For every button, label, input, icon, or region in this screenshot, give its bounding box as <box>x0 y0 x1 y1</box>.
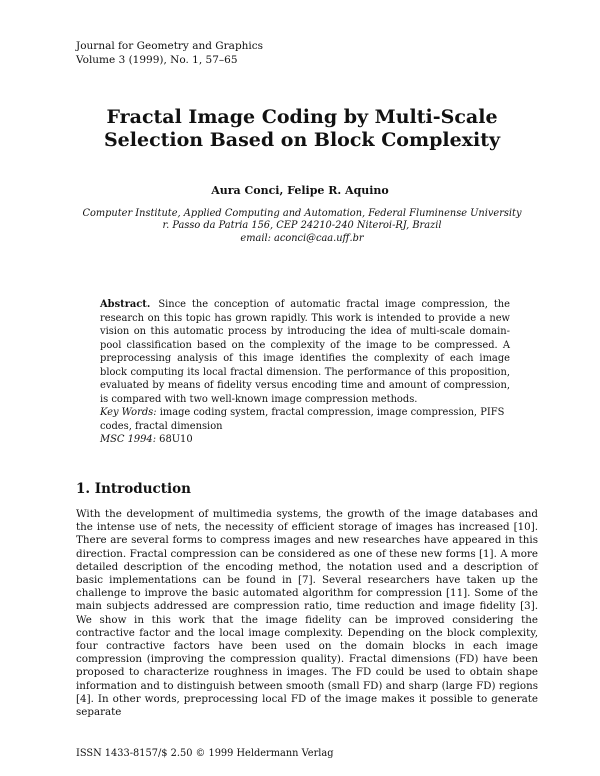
paper-title <box>60 106 544 152</box>
keywords <box>100 406 510 433</box>
msc-label: MSC 1994: <box>100 434 157 445</box>
affiliation-line-2: r. Passo da Patria 156, CEP 24210-240 Niteroi-RJ, Brazil <box>162 220 442 232</box>
introduction-text: With the development of multimedia systems, the growth of the image databases and the intense use of nets, the necessity of efficient storage of images has increased [10]. There are several forms to compress images and new researches have appeared in this direction. Fractal compression can be considered as one of these new forms [1]. A more detailed description of the encoding method, the notation used and a description of basic implementations can be found in [7]. Several researchers have taken up the challenge to improve the basic automated algorithm for compression [11]. Some of the main subjects addressed are compression ratio, time reduction and image fidelity [3]. We show in this work that the image fidelity can be improved considering the contractive factor and the local image complexity. Depending on the block complexity, four contractive factors have been used on the domain blocks in each image compression (improving the compression quality). Fractal dimensions (FD) have been proposed to characterize roughness in images. The FD could be used to obtain shape information and to distinguish between smooth (small FD) and sharp (large FD) regions [4]. In other words, preprocessing local FD of the image makes it possible to generate separate <box>76 508 538 719</box>
affiliation-email: email: aconci@caa.uff.br <box>240 232 364 244</box>
msc-code: 68U10 <box>159 434 193 445</box>
section-heading: 1. Introduction <box>76 481 191 497</box>
title-line-2: Selection Based on Block Complexity <box>103 129 501 151</box>
journal-header <box>76 40 263 67</box>
abstract-paragraph <box>100 298 510 406</box>
journal-name: Journal for Geometry and Graphics <box>76 40 264 52</box>
journal-volume: Volume 3 (1999), No. 1, 57–65 <box>76 53 238 66</box>
abstract-text: Since the conception of automatic fractal image compression, the research on this topic has grown rapidly. This work is intended to provide a new vision on this automatic process by introducing the idea of multi-scale domain-pool classification based on the complexity of the image to be compressed. A preprocessing analysis of this image identifies the complexity of each image block computing its local fractal dimension. The performance of this proposition, evaluated by means of fidelity versus encoding time and amount of compression, is compared with two well-known image compression methods. <box>100 299 510 405</box>
keywords-label: Key Words: <box>100 407 157 418</box>
affiliation-line-1: Computer Institute, Applied Computing and Automation, Federal Fluminense University <box>82 208 522 219</box>
footer-issn: ISSN 1433-8157/$ 2.50 © 1999 Heldermann Verlag <box>76 748 334 759</box>
title-line-1: Fractal Image Coding by Multi-Scale <box>106 106 498 128</box>
affiliation <box>0 208 600 245</box>
keywords-text: image coding system, fractal compression, image compression, PIFS codes, fractal dimension <box>100 407 505 432</box>
msc <box>100 433 510 447</box>
abstract <box>100 298 510 447</box>
authors: Aura Conci, Felipe R. Aquino <box>211 184 389 197</box>
abstract-heading: Abstract. <box>100 299 151 310</box>
